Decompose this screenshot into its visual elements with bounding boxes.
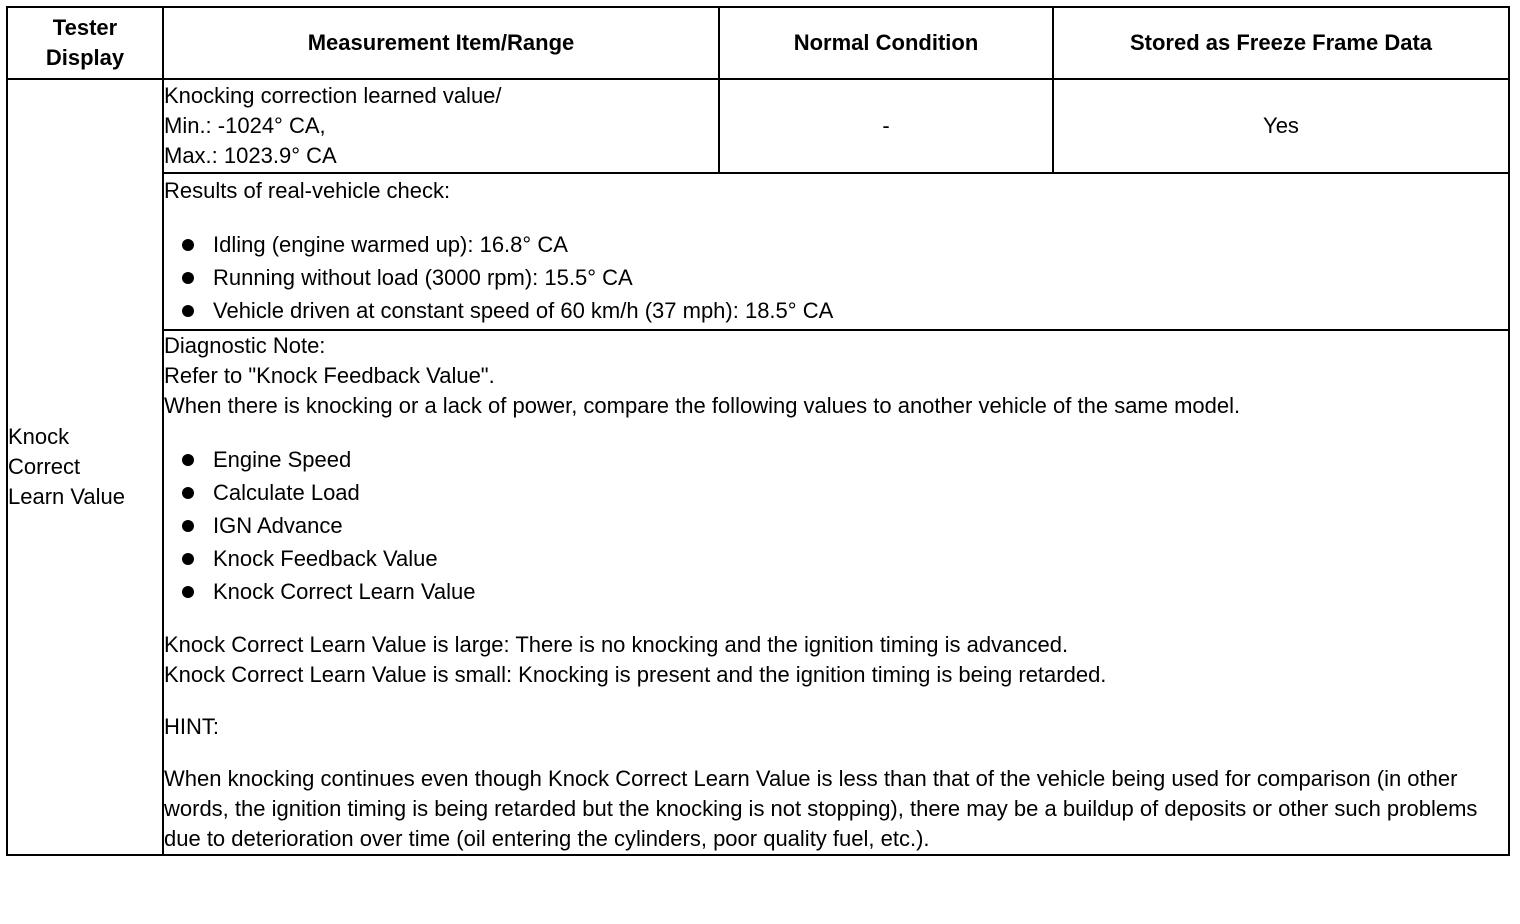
header-row [7,7,1509,79]
bullet-icon [182,239,194,251]
list-item: Engine Speed [164,443,1508,476]
normal-condition-cell: - [719,79,1053,173]
note-compare: When there is knocking or a lack of power, compare the following values to another vehicle of the same model. [164,393,1241,418]
bullet-icon [182,586,194,598]
tester-display-line: Knock [8,424,70,449]
header-measurement-item: Measurement Item/Range [163,7,719,79]
bullet-icon [182,305,194,317]
diagnostic-note-cell [163,330,1509,855]
data-list-table [6,6,1510,856]
header-normal-condition: Normal Condition [719,7,1053,79]
note-large: Knock Correct Learn Value is large: There is no knocking and the ignition timing is advanced. [164,632,1069,657]
tester-display-cell [7,79,163,855]
list-item: IGN Advance [164,509,1508,542]
table-row [7,173,1509,330]
freeze-frame-cell: Yes [1053,79,1509,173]
list-item: Vehicle driven at constant speed of 60 km/h (37 mph): 18.5° CA [164,294,1508,327]
check-list [164,228,1508,327]
list-item: Idling (engine warmed up): 16.8° CA [164,228,1508,261]
bullet-icon [182,487,194,499]
note-title: Diagnostic Note: [164,333,326,358]
hint-label: HINT: [164,714,219,739]
list-item: Knock Correct Learn Value [164,575,1508,608]
real-vehicle-check-cell [163,173,1509,330]
range-line: Max.: 1023.9° CA [164,143,337,168]
list-item: Calculate Load [164,476,1508,509]
range-line: Min.: -1024° CA, [164,113,326,138]
note-small: Knock Correct Learn Value is small: Knocking is present and the ignition timing is being retarded. [164,662,1107,687]
header-freeze-frame: Stored as Freeze Frame Data [1053,7,1509,79]
range-line: Knocking correction learned value/ [164,83,502,108]
table-row [7,330,1509,855]
tester-display-line: Correct [8,454,81,479]
compare-list [164,443,1508,608]
bullet-icon [182,520,194,532]
hint-text: When knocking continues even though Knock Correct Learn Value is less than that of the vehicle being used for comparison (in other words, the ignition timing is being retarded but the knocking is not stopping), there may be a buildup of deposits or other such problems due to deterioration over time (oil entering the cylinders, poor quality fuel, etc.). [164,766,1478,851]
measurement-range-cell [163,79,719,173]
bullet-icon [182,553,194,565]
list-item: Knock Feedback Value [164,542,1508,575]
bullet-icon [182,272,194,284]
list-item: Running without load (3000 rpm): 15.5° CA [164,261,1508,294]
bullet-icon [182,454,194,466]
note-refer: Refer to "Knock Feedback Value". [164,363,495,388]
header-tester-display: Tester Display [7,7,163,79]
tester-display-line: Learn Value [8,484,126,509]
check-intro: Results of real-vehicle check: [164,178,451,203]
table-row [7,79,1509,173]
